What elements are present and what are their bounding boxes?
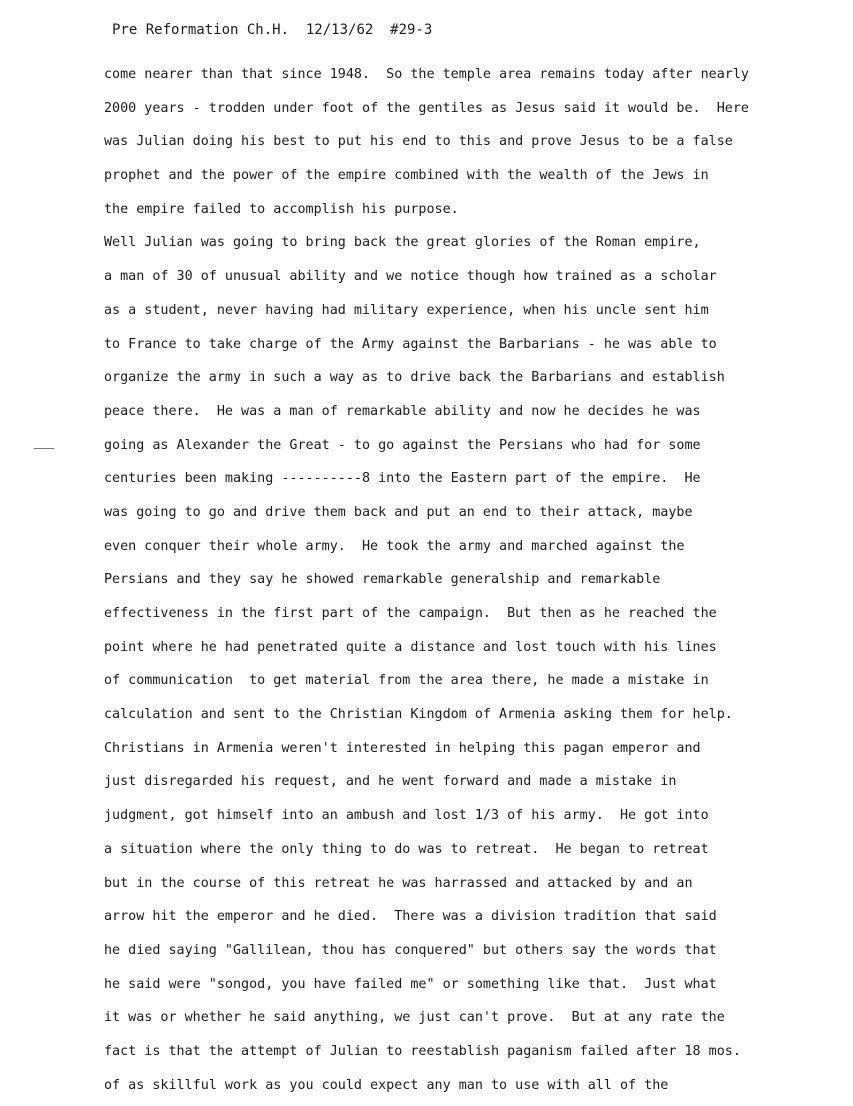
- body-text: [0, 62, 853, 1106]
- header-date: 12/13/62: [305, 22, 374, 38]
- text-line: prophet and the power of the empire combined with the wealth of the Jews in: [104, 168, 709, 184]
- text-line: to France to take charge of the Army against the Barbarians - he was able to: [104, 336, 717, 352]
- text-line: effectiveness in the first part of the campaign. But then as he reached the: [104, 606, 717, 621]
- text-line: of communication to get material from the area there, he made a mistake in: [104, 673, 709, 689]
- text-line: but in the course of this retreat he was harrassed and attacked by and an: [104, 875, 693, 891]
- text-line: the empire failed to accomplish his purpose.: [104, 201, 459, 217]
- header-title: Pre Reformation Ch.H.: [112, 22, 290, 38]
- page-header: [112, 22, 432, 38]
- text-line: Persians and they say he showed remarkable generalship and remarkable: [104, 572, 661, 588]
- text-line: he died saying "Gallilean, thou has conquered" but others say the words that: [104, 942, 717, 958]
- text-line: just disregarded his request, and he went forward and made a mistake in: [104, 774, 677, 790]
- text-line: arrow hit the emperor and he died. There was a division tradition that said: [104, 909, 717, 925]
- header-page-ref: #29-3: [390, 22, 433, 38]
- text-line: it was or whether he said anything, we just can't prove. But at any rate the: [104, 1010, 725, 1026]
- text-line: calculation and sent to the Christian Kingdom of Armenia asking them for help.: [104, 707, 733, 723]
- text-line: 2000 years - trodden under foot of the gentiles as Jesus said it would be. Here: [104, 100, 749, 116]
- text-line: as a student, never having had military experience, when his uncle sent him: [104, 302, 709, 318]
- text-line: a man of 30 of unusual ability and we notice though how trained as a scholar: [104, 269, 717, 285]
- text-line: he said were "songod, you have failed me" or something like that. Just what: [104, 976, 717, 992]
- text-line: judgment, got himself into an ambush and lost 1/3 of his army. He got into: [104, 808, 709, 824]
- text-line: was going to go and drive them back and put an end to their attack, maybe: [104, 504, 693, 520]
- text-line: Well Julian was going to bring back the great glories of the Roman empire,: [104, 235, 701, 251]
- text-line: fact is that the attempt of Julian to reestablish paganism failed after 18 mos.: [104, 1043, 741, 1059]
- text-line: going as Alexander the Great - to go against the Persians who had for some: [104, 437, 701, 453]
- text-line: peace there. He was a man of remarkable ability and now he decides he was: [104, 403, 701, 419]
- text-line: organize the army in such a way as to drive back the Barbarians and establish: [104, 370, 725, 386]
- text-line: even conquer their whole army. He took the army and marched against the: [104, 538, 685, 554]
- text-line: Christians in Armenia weren't interested in helping this pagan emperor and: [104, 740, 701, 756]
- text-line: centuries been making ----------8 into the Eastern part of the empire. He: [104, 471, 701, 487]
- text-line: of as skillful work as you could expect any man to use with all of the: [104, 1077, 669, 1093]
- text-line: was Julian doing his best to put his end to this and prove Jesus to be a false: [104, 134, 733, 150]
- text-line: come nearer than that since 1948. So the temple area remains today after nearly: [104, 67, 749, 82]
- text-line: a situation where the only thing to do was to retreat. He began to retreat: [104, 841, 709, 857]
- text-line: point where he had penetrated quite a distance and lost touch with his lines: [104, 639, 717, 655]
